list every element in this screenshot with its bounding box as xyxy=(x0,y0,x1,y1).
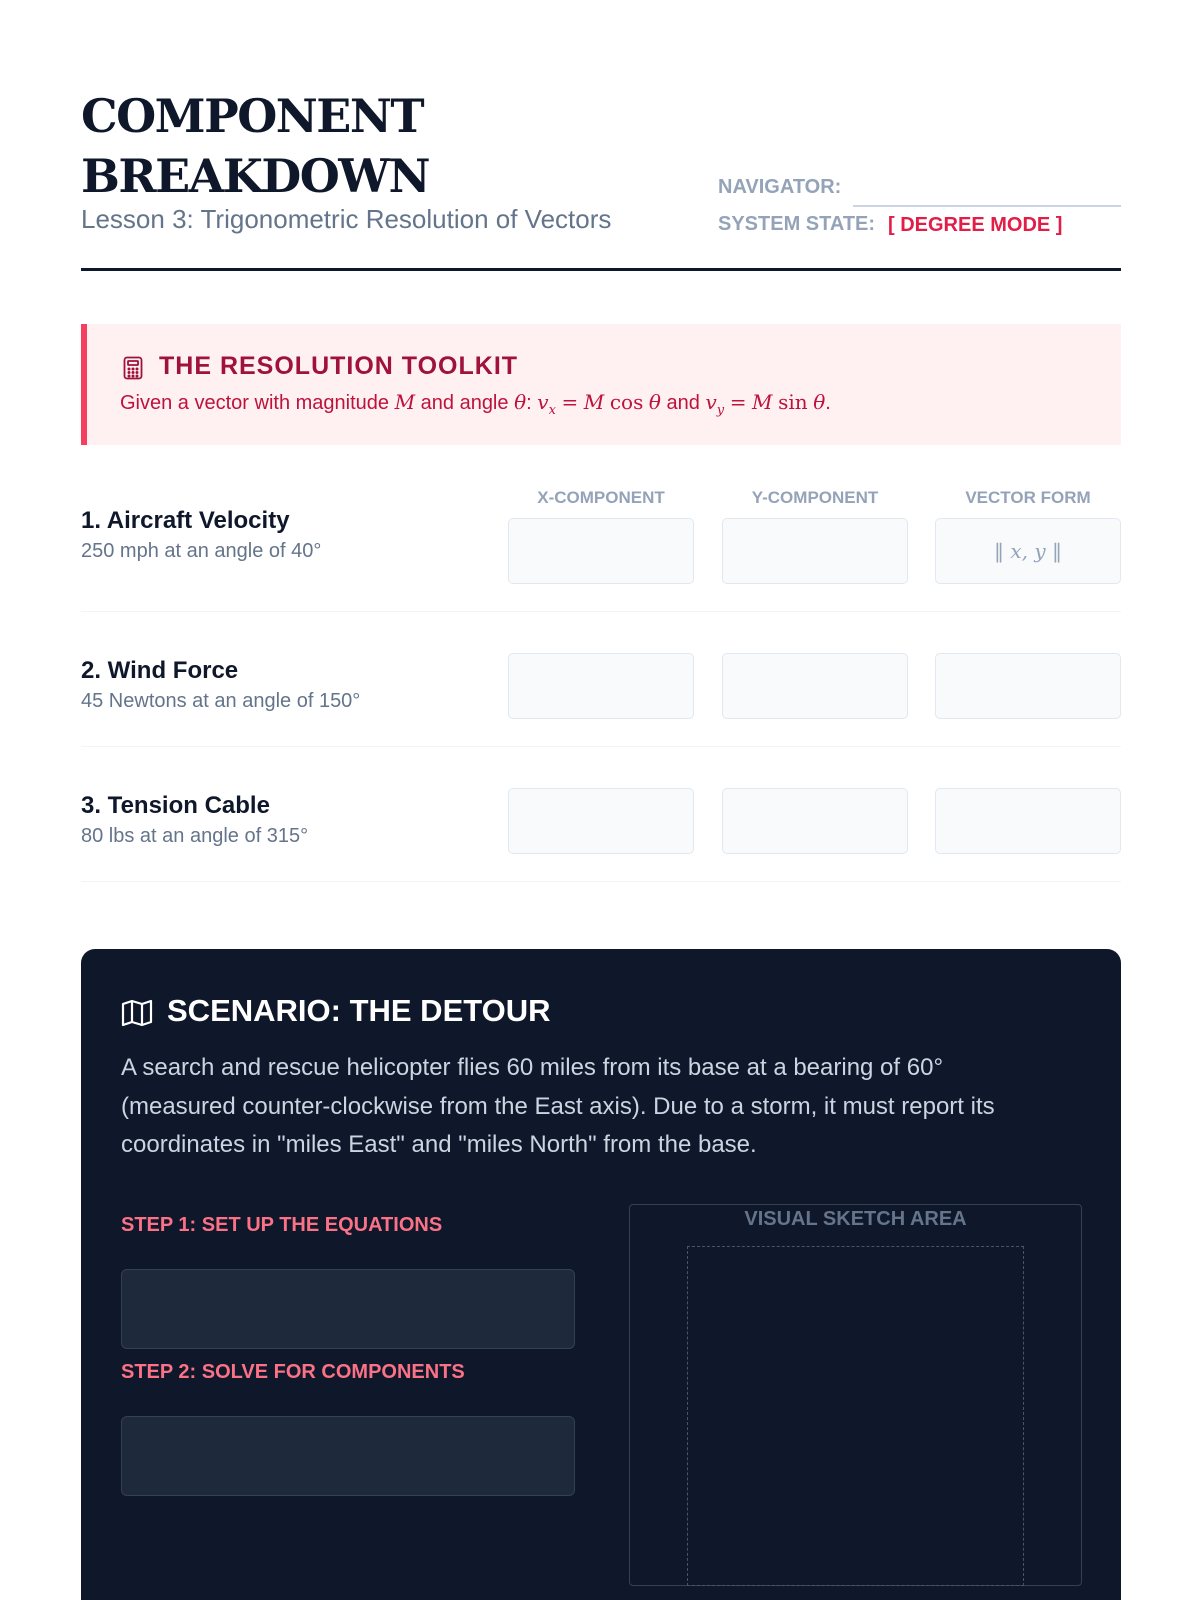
step-2-answer-box[interactable] xyxy=(121,1416,575,1496)
system-state-badge: [ DEGREE MODE ] xyxy=(888,214,1063,236)
problem-description: 250 mph at an angle of 40° xyxy=(81,540,322,562)
calculator-icon xyxy=(123,356,143,380)
navigator-label: NAVIGATOR: xyxy=(718,176,842,198)
problem-title: 2. Wind Force xyxy=(81,657,239,684)
visual-sketch-area[interactable] xyxy=(629,1204,1082,1586)
step-2-label: STEP 2: SOLVE FOR COMPONENTS xyxy=(121,1361,465,1383)
navigator-input[interactable] xyxy=(853,205,1121,207)
scenario-description: A search and rescue helicopter flies 60 miles from its base at a bearing of 60° (measured counter-clockwise from the East axis). Due to a storm, it must report its coordinates in "miles East" and "miles North" from the base. xyxy=(121,1054,995,1158)
page-header xyxy=(81,86,1121,271)
sketch-area-label: VISUAL SKETCH AREA xyxy=(744,1208,967,1230)
problem-title: 3. Tension Cable xyxy=(81,792,270,819)
row-divider xyxy=(81,881,1121,882)
problem-description: 80 lbs at an angle of 315° xyxy=(81,825,309,847)
row-divider xyxy=(81,746,1121,747)
resolution-toolkit-callout xyxy=(81,324,1121,445)
x-component-input[interactable] xyxy=(508,788,694,854)
column-header-vector: VECTOR FORM xyxy=(965,488,1091,507)
vector-form-input[interactable] xyxy=(935,518,1121,584)
page-title xyxy=(81,86,501,206)
step-1-label: STEP 1: SET UP THE EQUATIONS xyxy=(121,1214,443,1236)
toolkit-text-intro: Given a vector with magnitude xyxy=(120,392,390,414)
page-title-line-2: BREAKDOWN xyxy=(81,149,430,203)
page-title-line-1: COMPONENT xyxy=(81,89,424,143)
vector-form-input[interactable] xyxy=(935,788,1121,854)
y-component-input[interactable] xyxy=(722,788,908,854)
toolkit-formula: Given a vector with magnitude M and angle θ: $v_x = M$ cos θ and $v_y = M$ sin θ. xyxy=(120,390,831,418)
system-state-label: SYSTEM STATE: xyxy=(718,213,876,235)
toolkit-text-and: and xyxy=(666,392,700,414)
step-1-answer-box[interactable] xyxy=(121,1269,575,1349)
y-component-input[interactable] xyxy=(722,653,908,719)
row-divider xyxy=(81,611,1121,612)
scenario-panel xyxy=(81,949,1121,1600)
column-header-y: Y-COMPONENT xyxy=(751,488,879,507)
column-header-x: X-COMPONENT xyxy=(537,488,665,507)
vector-form-placeholder: ‖ x, y ‖ xyxy=(993,539,1062,563)
x-component-input[interactable] xyxy=(508,653,694,719)
scenario-title: SCENARIO: THE DETOUR xyxy=(167,993,551,1028)
toolkit-title: THE RESOLUTION TOOLKIT xyxy=(159,352,519,380)
y-component-input[interactable] xyxy=(722,518,908,584)
lesson-subtitle: Lesson 3: Trigonometric Resolution of Vectors xyxy=(81,204,612,234)
problem-title: 1. Aircraft Velocity xyxy=(81,507,290,534)
vector-form-input[interactable] xyxy=(935,653,1121,719)
sketch-drawing-region[interactable] xyxy=(687,1246,1024,1586)
map-icon xyxy=(121,999,153,1027)
problem-description: 45 Newtons at an angle of 150° xyxy=(81,690,361,712)
toolkit-text-and-angle: and angle xyxy=(420,392,509,414)
x-component-input[interactable] xyxy=(508,518,694,584)
